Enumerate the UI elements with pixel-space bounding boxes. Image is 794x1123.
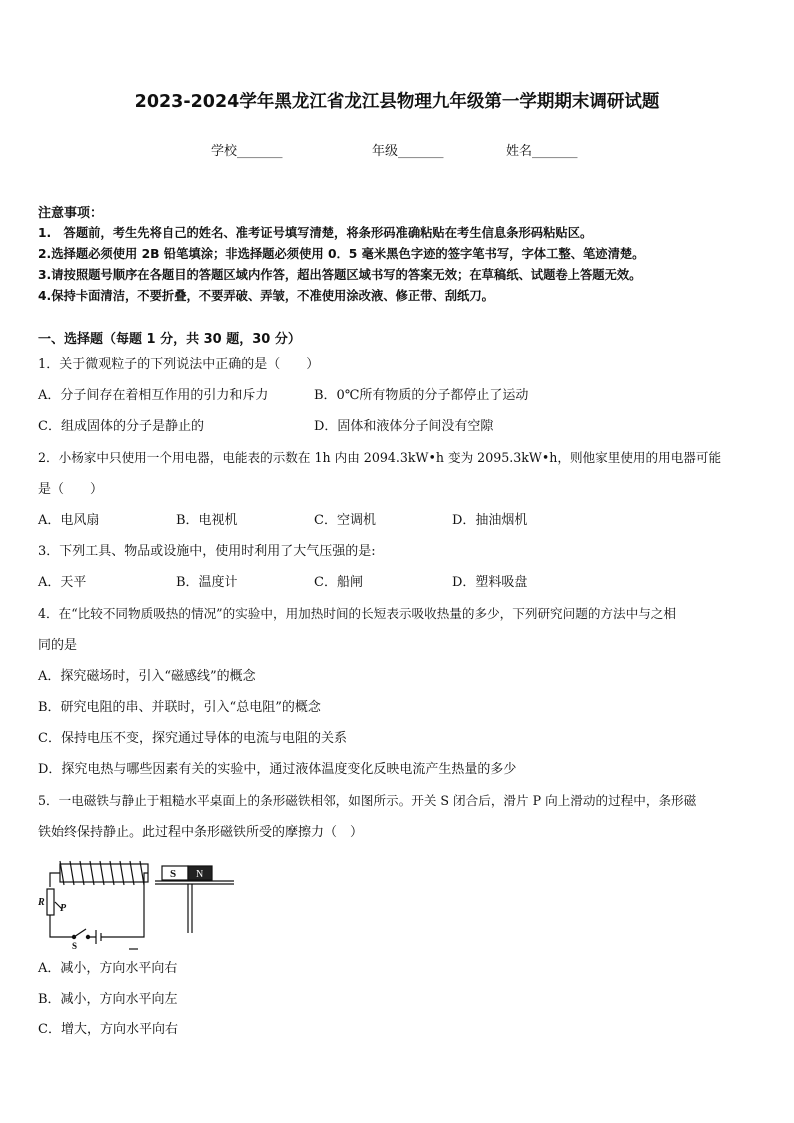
option-c: C．组成固体的分子是静止的 [38,419,204,434]
option-a: A．电风扇 [38,513,100,528]
option-d: D．探究电热与哪些因素有关的实验中，通过液体温度变化反映电流产生热量的多少 [38,762,517,777]
slider-label: P [60,903,67,914]
question-stem-cont: 铁始终保持静止。此过程中条形磁铁所受的摩擦力（ ） [38,825,364,840]
question-stem: 2．小杨家中只使用一个用电器，电能表的示数在 1h 内由 2094.3kW•h 变为 2095.3kW•h，则他家里使用的用电器可能 [38,450,722,465]
notice-item: 4.保持卡面清洁，不要折叠，不要弄破、弄皱，不准使用涂改液、修正带、刮纸刀。 [38,289,494,303]
option-a: A．减小，方向水平向右 [38,961,178,976]
option-c: C．空调机 [314,513,376,528]
magnet-s-label: S [170,868,177,880]
question-stem: 5．一电磁铁与静止于粗糙水平桌面上的条形磁铁相邻，如图所示。开关 S 闭合后，滑片 P 向上滑动的过程中，条形磁 [38,793,697,808]
option-b: B．电视机 [176,513,238,528]
electromagnet-figure [38,855,234,950]
grade-field: 年级_______ [372,144,444,159]
option-c: C．保持电压不变，探究通过导体的电流与电阻的关系 [38,731,347,746]
option-d: D．抽油烟机 [452,513,528,528]
notice-heading: 注意事项： [38,206,104,221]
option-c: C．增大，方向水平向右 [38,1022,178,1037]
option-b: B．温度计 [176,575,238,590]
notice-item: 3.请按照题号顺序在各题目的答题区域内作答，超出答题区域书写的答案无效；在草稿纸、试题卷上答题无效。 [38,268,642,282]
resistor-label: R [38,897,45,908]
table-top [155,881,234,884]
magnet-n-label: N [196,869,204,880]
question-stem: 4．在“比较不同物质吸热的情况”的实验中，用加热时间的长短表示吸收热量的多少，下列研究问题的方法中与之相 [38,606,676,621]
question-stem: 1．关于微观粒子的下列说法中正确的是（ ） [38,357,320,372]
section-heading: 一、选择题（每题 1 分，共 30 题，30 分） [38,332,301,347]
wire-left [50,873,60,887]
switch-label: S [72,941,78,950]
option-b: B．减小，方向水平向左 [38,992,178,1007]
option-c: C．船闸 [314,575,363,590]
rheostat [47,889,54,915]
option-a: A．分子间存在着相互作用的引力和斥力 [38,388,269,403]
table-leg [188,884,192,933]
question-stem-cont: 同的是 [38,638,78,653]
option-a: A．探究磁场时，引入“磁感线”的概念 [38,669,256,684]
question-stem: 3．下列工具、物品或设施中，使用时利用了大气压强的是: [38,544,376,559]
name-field: 姓名_______ [506,144,578,159]
option-d: D．固体和液体分子间没有空隙 [314,419,494,434]
wire-bottom-left [50,915,74,937]
option-d: D．塑料吸盘 [452,575,528,590]
option-b: B．研究电阻的串、并联时，引入“总电阻”的概念 [38,700,321,715]
battery-and-wire [88,873,148,944]
notice-item: 1. 答题前，考生先将自己的姓名、准考证号填写清楚，将条形码准确粘贴在考生信息条形码粘贴区。 [38,226,593,240]
option-a: A．天平 [38,575,87,590]
question-stem-cont: 是（ ） [38,482,104,497]
school-field: 学校_______ [211,144,283,159]
option-b: B．0℃所有物质的分子都停止了运动 [314,388,529,403]
notice-item: 2.选择题必须使用 2B 铅笔填涂；非选择题必须使用 0．5 毫米黑色字迹的签字笔书写，字体工整、笔迹清楚。 [38,247,645,261]
page-title: 2023-2024学年黑龙江省龙江县物理九年级第一学期期末调研试题 [134,92,660,112]
